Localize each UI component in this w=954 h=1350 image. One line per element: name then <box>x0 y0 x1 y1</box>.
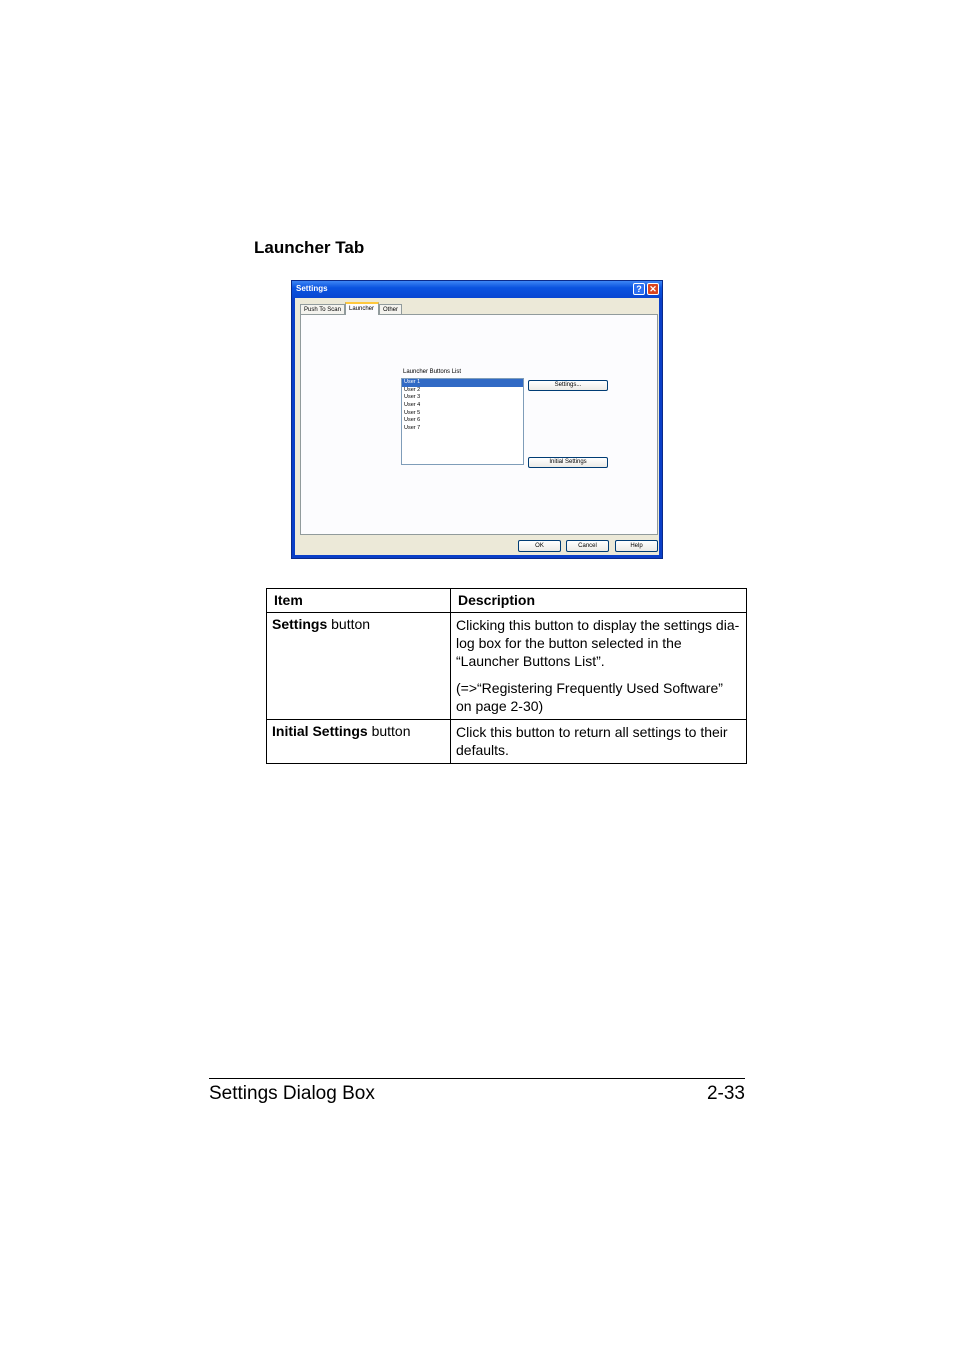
launcher-buttons-list-label: Launcher Buttons List <box>403 369 462 375</box>
list-item[interactable]: User 7 <box>404 425 421 432</box>
dialog-titlebar[interactable] <box>292 281 662 298</box>
table-header-row <box>267 589 747 613</box>
item-suffix: button <box>367 723 411 739</box>
cancel-button[interactable]: Cancel <box>566 540 609 552</box>
dialog-client <box>295 298 659 555</box>
footer-divider <box>209 1078 745 1079</box>
tab-push-to-scan[interactable]: Push To Scan <box>300 304 345 314</box>
list-item[interactable]: User 5 <box>404 409 421 416</box>
settings-dialog <box>291 280 663 559</box>
list-item[interactable]: User 6 <box>404 417 421 424</box>
header-item: Item <box>267 589 451 613</box>
item-description-table <box>266 588 747 764</box>
ok-button[interactable]: OK <box>518 540 561 552</box>
footer-section-title: Settings Dialog Box <box>209 1083 375 1104</box>
footer-page-number: 2-33 <box>706 1083 745 1104</box>
initial-settings-button[interactable]: Initial Settings <box>528 457 608 468</box>
launcher-buttons-list[interactable] <box>401 378 524 465</box>
list-item[interactable]: User 1 <box>402 379 523 387</box>
help-icon[interactable]: ? <box>633 283 645 295</box>
list-item[interactable]: User 3 <box>404 394 421 401</box>
header-description: Description <box>451 589 747 613</box>
close-icon[interactable]: ✕ <box>647 283 659 295</box>
description-cell <box>451 720 747 764</box>
settings-button[interactable]: Settings... <box>528 380 608 391</box>
list-item[interactable]: User 2 <box>404 386 421 393</box>
dialog-title: Settings <box>296 284 328 293</box>
description-text: Click this button to return all settings to their defaults. <box>456 724 728 758</box>
description-text: Clicking this button to display the settings dia-log box for the button selected in the “Launcher Buttons List”. <box>456 617 740 669</box>
item-cell <box>267 720 451 764</box>
item-cell <box>267 613 451 720</box>
description-cell <box>451 613 747 720</box>
tab-launcher[interactable]: Launcher <box>345 302 379 315</box>
item-name: Settings <box>272 616 328 632</box>
table-row <box>267 613 747 720</box>
help-button[interactable]: Help <box>615 540 658 552</box>
list-item[interactable]: User 4 <box>404 402 421 409</box>
launcher-tab-panel <box>300 314 658 535</box>
section-heading: Launcher Tab <box>254 238 365 257</box>
table-row <box>267 720 747 764</box>
description-reference: (=>“Registering Frequently Used Software” on page 2-30) <box>456 680 723 714</box>
item-name: Initial Settings <box>272 723 368 739</box>
item-suffix: button <box>327 616 371 632</box>
tab-other[interactable]: Other <box>379 304 402 314</box>
